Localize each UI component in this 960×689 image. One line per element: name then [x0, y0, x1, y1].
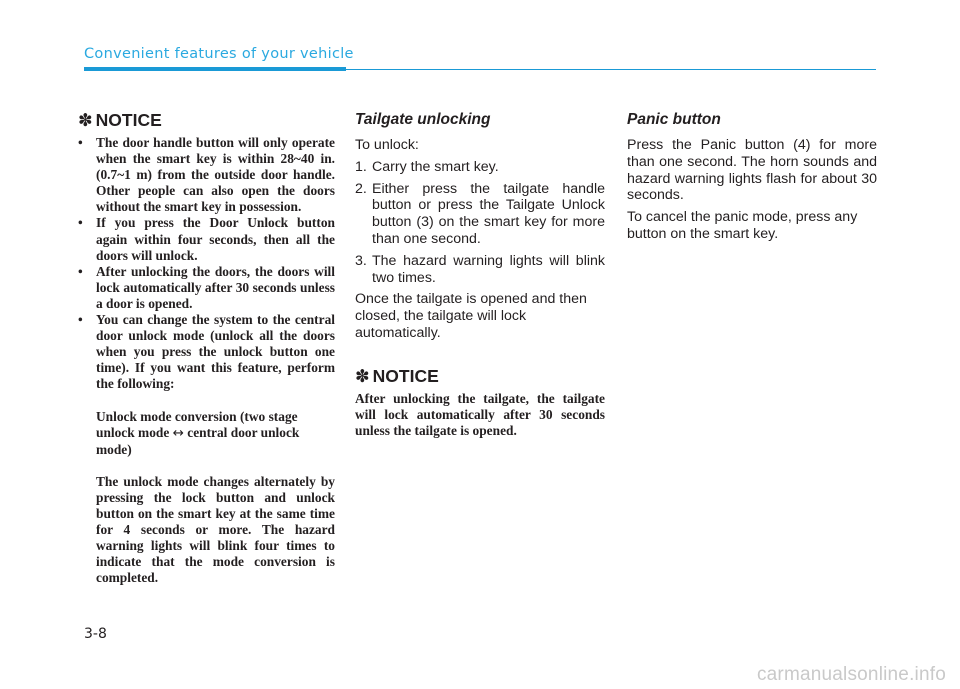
list-item [78, 264, 335, 312]
panic-paragraph-2: To cancel the panic mode, press any button on the smart key. [627, 209, 858, 242]
notice-star-icon: ✽ [78, 111, 93, 131]
watermark: carmanualsonline.info [756, 664, 946, 685]
header-accent-bar [84, 67, 346, 71]
conversion-text-start: Unlock mode conversion (two stage unlock mode [96, 408, 298, 440]
tailgate-notice [355, 366, 605, 439]
notice-star-icon: ✽ [355, 366, 370, 387]
tailgate-notice-text: After unlocking the tailgate, the tailgate will lock automatically after 30 seconds unless the tailgate is opened. [355, 390, 605, 438]
tailgate-after: Once the tailgate is opened and then closed, the tailgate will lock automatically. [355, 291, 587, 341]
page-number: 3-8 [84, 626, 107, 642]
tailgate-intro: To unlock: [355, 137, 419, 153]
step-text: Carry the smart key. [372, 158, 499, 175]
section-header-title: Convenient features of your vehicle [84, 46, 354, 62]
notice-heading [355, 366, 605, 387]
step-number: 1. [355, 158, 367, 175]
notice-title: NOTICE [372, 365, 439, 386]
step-text: Either press the tailgate handle button or press the Tailgate Unlock button (3) on the smart key for more than one second. [372, 180, 605, 247]
step-number: 3. [355, 252, 367, 269]
notice-bullet-list [78, 135, 335, 393]
unlock-mode-conversion [78, 409, 335, 458]
bullet-icon: • [78, 215, 83, 231]
notice-title: NOTICE [95, 110, 162, 130]
conversion-text-end: central door unlock mode) [96, 424, 300, 457]
list-item [78, 215, 335, 263]
column-notice [78, 108, 335, 586]
bullet-icon: • [78, 135, 83, 150]
step-text: The hazard warning lights will blink two times. [372, 252, 605, 286]
list-item [355, 181, 605, 248]
tailgate-heading: Tailgate unlocking [355, 111, 491, 128]
bullet-icon: • [78, 312, 83, 328]
double-arrow-icon: ↔ [172, 425, 184, 441]
step-number: 2. [355, 180, 367, 197]
unlock-mode-changes: The unlock mode changes alternately by pressing the lock button and unlock button on the smart key at the same time for 4 seconds or more. The hazard warning lights will blink four times to indicate that the mode conversion is completed. [96, 473, 335, 586]
list-item [78, 312, 335, 392]
bullet-text: The door handle button will only operate when the smart key is within 28~40 in. (0.7~1 m) from the outside door handle. Other people can also open the doors without the smart key in possession. [96, 135, 335, 215]
column-panic [627, 108, 877, 248]
bullet-text: After unlocking the doors, the doors will lock automatically after 30 seconds unless a door is opened. [96, 263, 335, 311]
bullet-text: If you press the Door Unlock button again within four seconds, then all the doors will unlock. [96, 215, 335, 263]
tailgate-steps [355, 159, 605, 287]
bullet-icon: • [78, 263, 83, 279]
notice-heading [78, 110, 335, 131]
list-item [355, 159, 605, 176]
panic-paragraph-1: Press the Panic button (4) for more than one second. The horn sounds and hazard warning lights flash for about 30 seconds. [627, 137, 877, 204]
column-tailgate [355, 108, 605, 439]
list-item [78, 135, 335, 215]
panic-heading: Panic button [627, 111, 721, 128]
bullet-text: You can change the system to the central door unlock mode (unlock all the doors when you press the unlock button one time). If you want this feature, perform the following: [96, 312, 335, 392]
list-item [355, 253, 605, 287]
header-rule [346, 69, 876, 70]
